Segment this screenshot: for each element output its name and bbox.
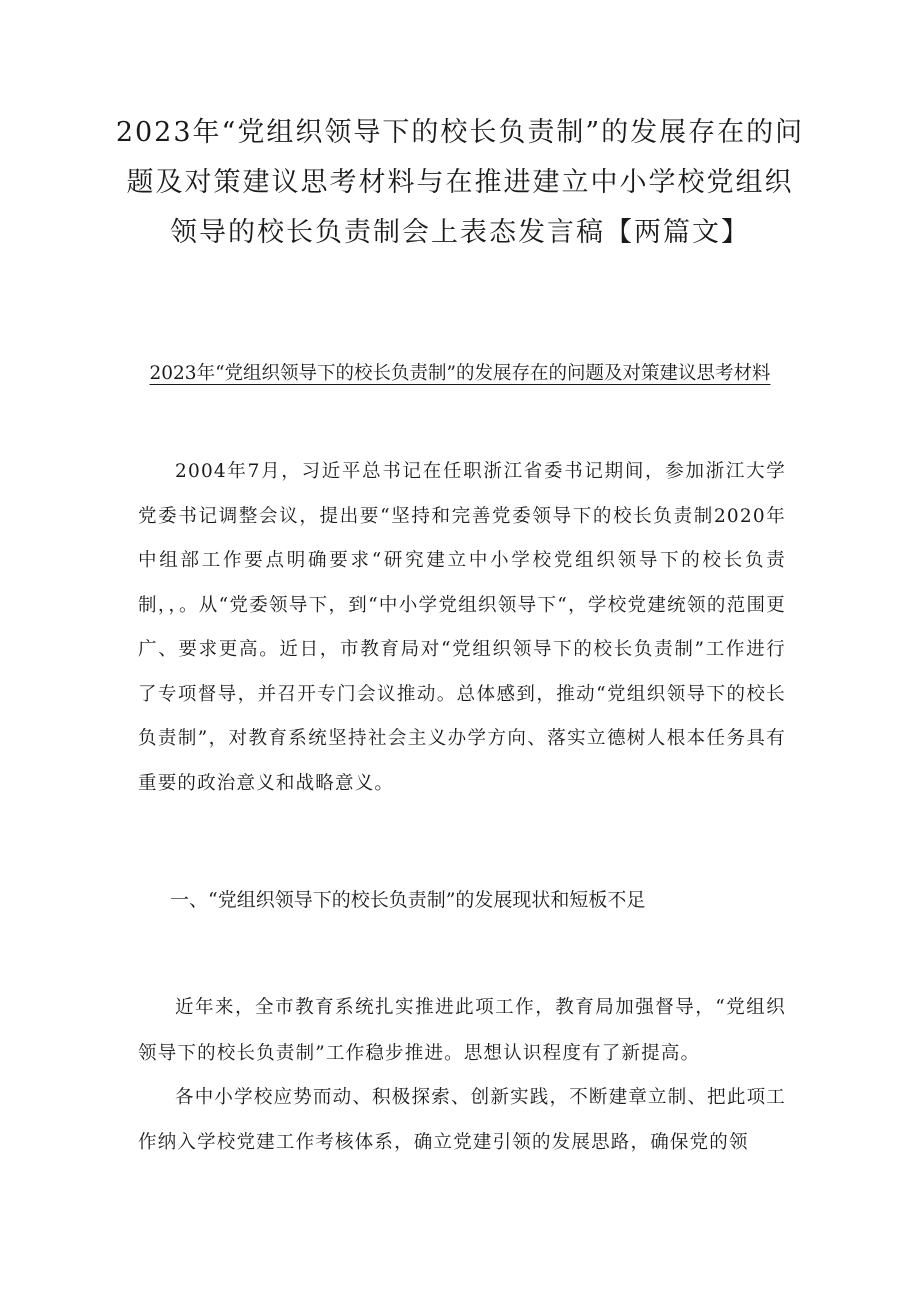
body-paragraph: 2004年7月，习近平总书记在任职浙江省委书记期间，参加浙江大学党委书记调整会议，提出要“坚持和完善党委领导下的校长负责制2020年中组部工作要点明确要求“研究建立中小学校党组织领导下的校长负责制，，。从“党委领导下，到“中小学党组织领导下“，学校党建统领的范围更广、要求更高。近日，市教育局对“党组织领导下的校长负责制”工作进行了专项督导，并召开专门会议推动。总体感到，推动“党组织领导下的校长负责制”，对教育系统坚持社会主义办学方向、落实立德树人根本任务具有重要的政治意义和战略意义。 bbox=[138, 461, 786, 794]
article-subtitle: 2023年“党组织领导下的校长负责制”的发展存在的问题及对策建议思考材料 bbox=[149, 363, 771, 384]
section-heading: 一、“党组织领导下的校长负责制”的发展现状和短板不足 bbox=[170, 889, 646, 911]
body-paragraph: 近年来，全市教育系统扎实推进此项工作，教育局加强督导，“党组织领导下的校长负责制”工作稳步推进。思想认识程度有了新提高。 bbox=[138, 997, 786, 1064]
body-paragraph: 各中小学校应势而动、积极探索、创新实践，不断建章立制、把此项工作纳入学校党建工作考核体系，确立党建引领的发展思路，确保党的领 bbox=[138, 1087, 786, 1153]
document-title: 2023年“党组织领导下的校长负责制”的发展存在的问题及对策建议思考材料与在推进建立中小学校党组织领导的校长负责制会上表态发言稿【两篇文】 bbox=[115, 117, 805, 248]
